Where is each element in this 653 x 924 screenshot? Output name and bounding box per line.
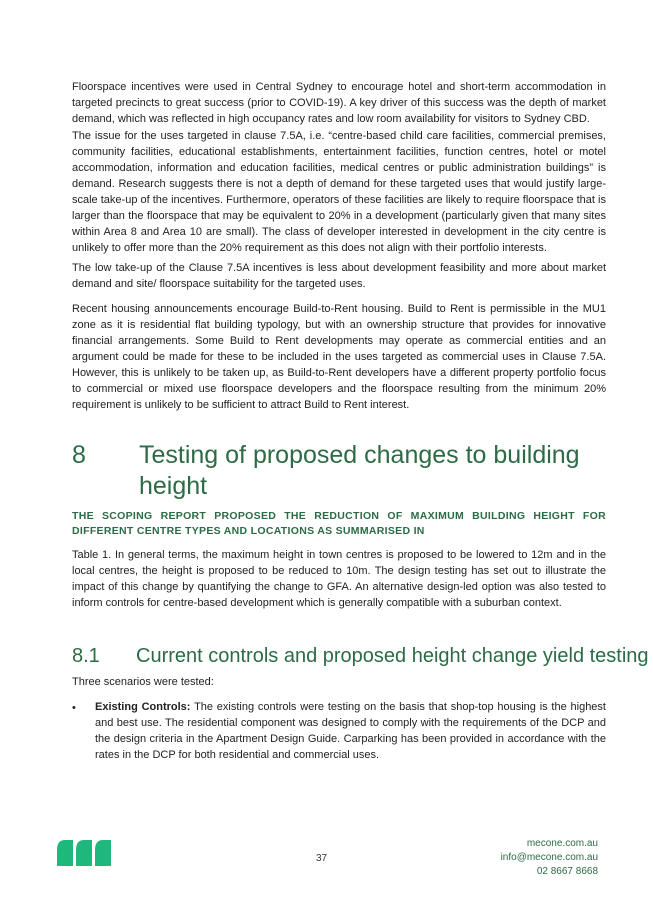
section-8-caps-intro: THE SCOPING REPORT PROPOSED THE REDUCTION OF MAXIMUM BUILDING HEIGHT FOR DIFFERENT CENTRE TYPES AND LOCATIONS AS SUMMARISED IN <box>72 510 606 537</box>
footer-contact <box>501 837 598 879</box>
bullet-existing-controls <box>95 699 606 763</box>
section-8-1-intro: Three scenarios were tested: <box>72 676 214 688</box>
page-number: 37 <box>316 853 328 864</box>
bullet-text: The existing controls were testing on the basis that shop-top housing is the highest and best use. The residential component was designed to comply with the requirements of the DCP and the design criteria in the Apartment Design Guide. Carparking has been provided in accordance with the rates in the DCP for both residential and commercial uses. <box>95 701 606 761</box>
paragraph-floorspace-incentives: Floorspace incentives were used in Central Sydney to encourage hotel and short-term accommodation in targeted precincts to great success (prior to COVID-19). A key driver of this success was the depth of market demand, which was reflected in high occupancy rates and low room availability for visitors to Sydney CBD. <box>72 81 606 125</box>
footer-website[interactable]: mecone.com.au <box>526 838 598 849</box>
paragraph-clause-7-5a-issue: The issue for the uses targeted in clause 7.5A, i.e. “centre-based child care facilities, commercial premises, community facilities, educational establishments, entertainment facilities, function centres, hotel or motel accommodation, information and education facilities, medical centres or public administration buildings” is demand. Research suggests there is not a depth of demand for these targeted uses that would justify large-scale take-up of the incentives. Furthermore, operators of these facilities are likely to require floorspace that is larger than the floorspace that may be equivalent to 20% in a development (particularly given that many sites within Area 8 and Area 10 are small). The class of developer interested in development in the city centre is unlikely to offer more than the 20% requirement as this does not align with their portfolio interests. <box>72 130 606 254</box>
footer-phone: 02 8667 8668 <box>536 866 598 877</box>
section-8-title: Testing of proposed changes to building height <box>139 441 580 500</box>
section-8-body: Table 1. In general terms, the maximum height in town centres is proposed to be lowered to 12m and in the local centres, the height is proposed to be reduced to 10m. The design testing has set out to illustrate the impact of this change by quantifying the change to GFA. An alternative design-led option was also tested to inform controls for centre-based development which is generally compatible with a suburban context. <box>72 549 606 609</box>
mecone-logo-icon <box>55 836 113 873</box>
bullet-label: Existing Controls: <box>95 701 191 713</box>
section-8-number: 8 <box>72 441 86 469</box>
bullet-marker: • <box>72 702 76 714</box>
paragraph-low-take-up: The low take-up of the Clause 7.5A incentives is less about development feasibility and more about market demand and site/ floorspace suitability for the targeted uses. <box>72 262 606 290</box>
paragraph-build-to-rent: Recent housing announcements encourage Build-to-Rent housing. Build to Rent is permissible in the MU1 zone as it is residential flat building typology, but with an ownership structure that provides for innovative financial arrangements. Some Build to Rent developments may operate as commercial entities and an argument could be made for these to be included in the uses targeted as commercial uses in Clause 7.5A. However, this is unlikely to be taken up, as Build-to-Rent developers have a different property portfolio focus to commercial or mixed use floorspace developers and the floorspace resulting from the minimum 20% requirement is unlikely to be sufficient to attract Build to Rent interest. <box>72 303 606 411</box>
footer-email[interactable]: info@mecone.com.au <box>500 852 598 863</box>
section-8-1-number: 8.1 <box>72 645 100 667</box>
section-8-1-title: Current controls and proposed height change yield testing <box>136 645 649 667</box>
